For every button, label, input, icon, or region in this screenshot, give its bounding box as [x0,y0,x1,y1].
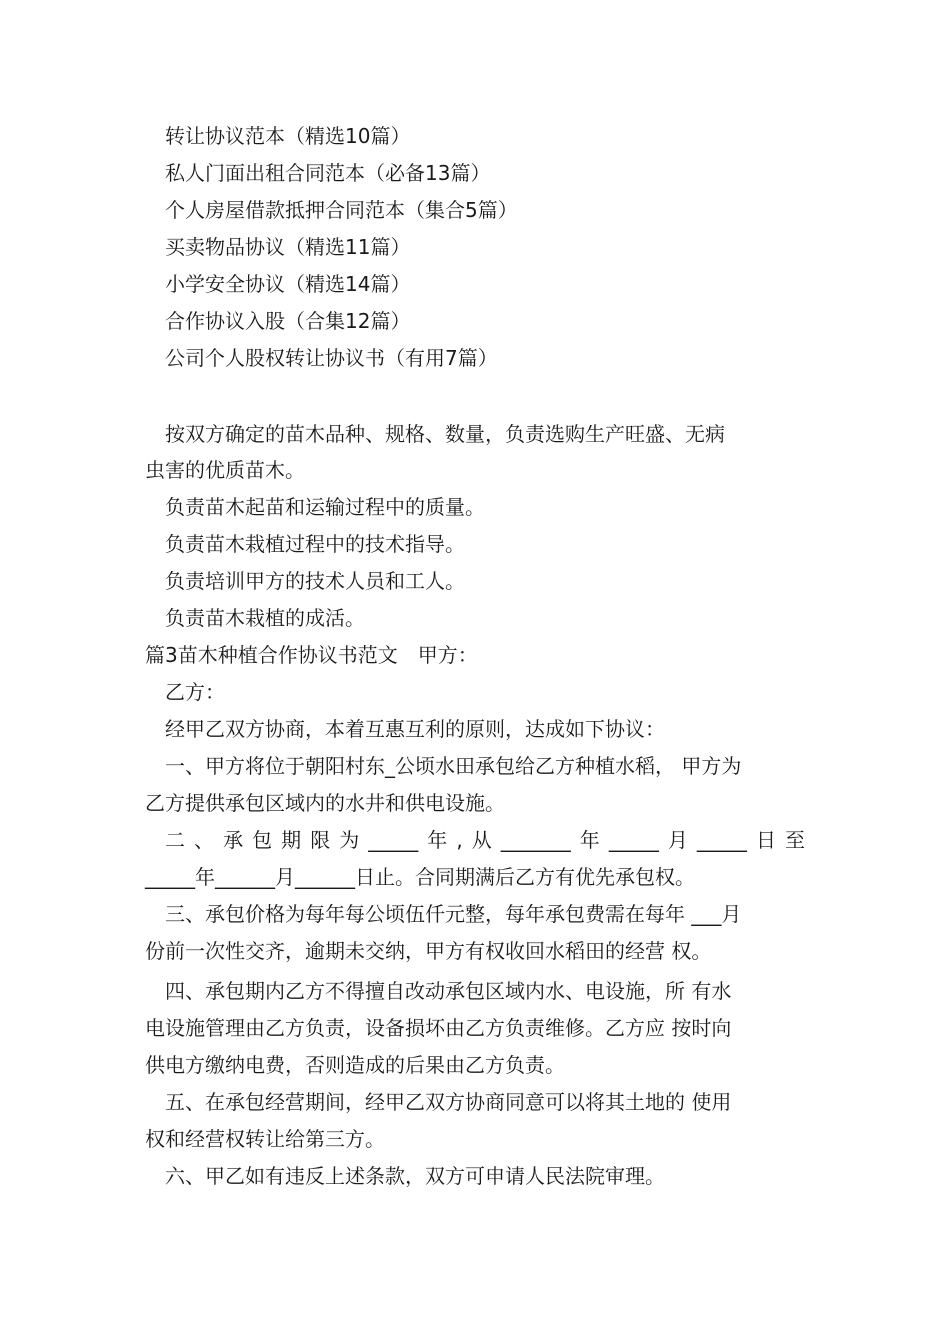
paragraph-line: 乙方提供承包区域内的水井和供电设施。 [145,791,505,815]
paragraph-line: 经甲乙双方协商，本着互惠互利的原则，达成如下协议： [165,717,665,741]
paragraph-line: 负责苗木起苗和运输过程中的质量。 [165,495,485,519]
related-link-5[interactable]: 小学安全协议（精选14篇） [165,272,411,296]
paragraph-line: 份前一次性交齐，逾期未交纳，甲方有权收回水稻田的经营 权。 [145,939,712,963]
section-heading: 篇3苗木种植合作协议书范文 甲方： [145,643,478,667]
related-link-4[interactable]: 买卖物品协议（精选11篇） [165,235,411,259]
related-link-7[interactable]: 公司个人股权转让协议书（有用7篇） [165,346,498,370]
paragraph-line: 权和经营权转让给第三方。 [145,1127,385,1151]
related-link-1[interactable]: 转让协议范本（精选10篇） [165,124,411,148]
related-link-3[interactable]: 个人房屋借款抵押合同范本（集合5篇） [165,198,518,222]
related-link-6[interactable]: 合作协议入股（合集12篇） [165,309,411,333]
paragraph-line: 负责苗木栽植过程中的技术指导。 [165,532,465,556]
paragraph-line: 三、承包价格为每年每公顷伍仟元整，每年承包费需在每年 ___月 [165,902,742,926]
paragraph-line: 负责培训甲方的技术人员和工人。 [165,569,465,593]
paragraph-line: 四、承包期内乙方不得擅自改动承包区域内水、电设施，所 有水 [165,979,732,1003]
paragraph-line: 六、甲乙如有违反上述条款，双方可申请人民法院审理。 [165,1164,665,1188]
paragraph-line: 按双方确定的苗木品种、规格、数量，负责选购生产旺盛、无病 [165,422,725,446]
paragraph-line: 电设施管理由乙方负责，设备损坏由乙方负责维修。乙方应 按时向 [145,1016,732,1040]
paragraph-line: 供电方缴纳电费，否则造成的后果由乙方负责。 [145,1053,565,1077]
paragraph-line: 五、在承包经营期间，经甲乙双方协商同意可以将其土地的 使用 [165,1090,732,1114]
paragraph-line: 二、承包期限为_____年,从_______年_____月_____日至 [165,828,805,852]
paragraph-line: 虫害的优质苗木。 [145,458,305,482]
paragraph-line: 一、甲方将位于朝阳村东_公顷水田承包给乙方种植水稻， 甲方为 [165,754,742,778]
paragraph-line: 负责苗木栽植的成活。 [165,606,365,630]
related-link-2[interactable]: 私人门面出租合同范本（必备13篇） [165,161,491,185]
paragraph-line: 乙方： [165,680,225,704]
paragraph-line: _____年______月______日止。合同期满后乙方有优先承包权。 [145,865,695,889]
